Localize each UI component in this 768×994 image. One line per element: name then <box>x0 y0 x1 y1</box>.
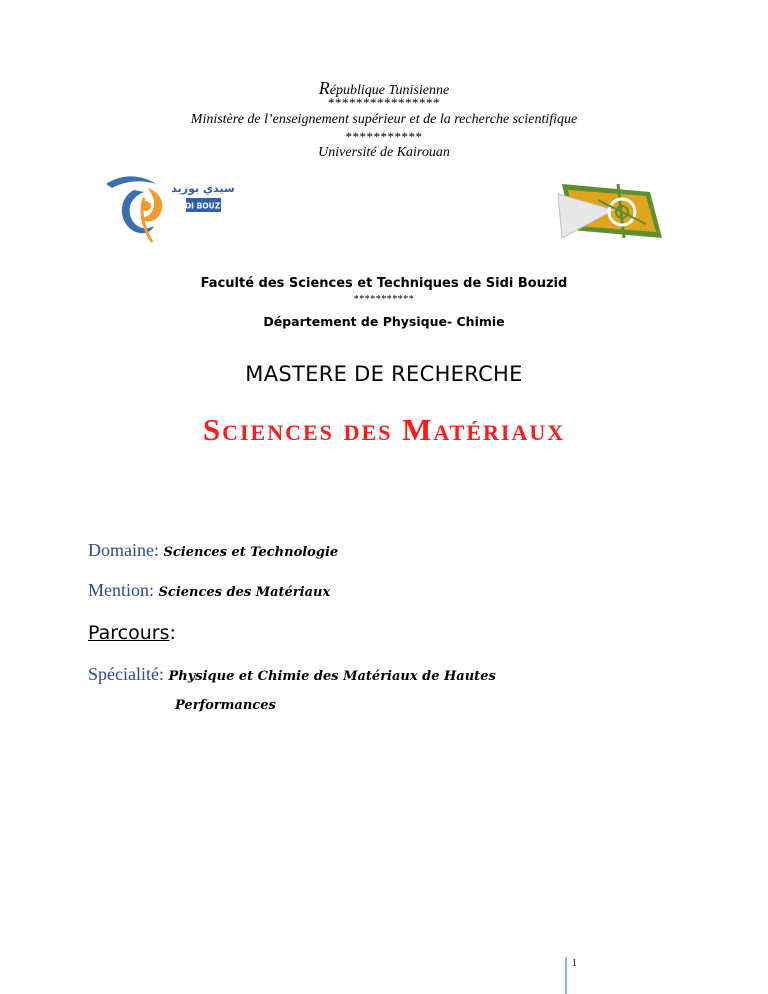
program-title: MASTERE DE RECHERCHE <box>245 362 523 386</box>
main-title: Sciences des Matériaux <box>202 412 566 447</box>
mention-field: Mention: Sciences des Matériaux <box>88 580 331 600</box>
faculty-logo <box>558 180 666 242</box>
mention-value: Sciences des Matériaux <box>158 585 331 600</box>
ministry-line: Ministère de l’enseignement supérieur et de la recherche scientifique <box>190 112 578 127</box>
mention-label: Mention <box>88 580 149 600</box>
domaine-field: Domaine: Sciences et Technologie <box>88 540 339 560</box>
specialite-value: Physique et Chimie des Matériaux de Hautes <box>168 669 496 684</box>
faculty-name: Faculté des Sciences et Techniques de Sidi Bouzid <box>200 276 568 291</box>
republic-line: République Tunisienne <box>318 78 450 98</box>
page-number: 1 <box>572 958 577 969</box>
specialite-value-continued: Performances <box>175 698 276 713</box>
university-line: Université de Kairouan <box>318 145 450 160</box>
sidi-bouzid-arabic: سيدي بوزيد <box>171 182 235 195</box>
specialite-field: Spécialité: Physique et Chimie des Matériaux de Hautes <box>88 664 496 684</box>
domaine-value: Sciences et Technologie <box>163 545 339 560</box>
separator-stars: **************** <box>328 95 440 110</box>
sidi-bouzid-logo <box>104 170 235 244</box>
domaine-label: Domaine <box>88 540 154 560</box>
department-name: Département de Physique- Chimie <box>263 314 505 329</box>
separator-stars: *********** <box>353 294 415 305</box>
sidi-bouzid-label: SIDI BOUZID <box>176 201 230 211</box>
page-number-rule <box>565 957 567 994</box>
specialite-label: Spécialité <box>88 664 159 684</box>
parcours-field: Parcours: <box>88 622 176 644</box>
parcours-label: Parcours <box>88 622 170 644</box>
separator-stars: *********** <box>345 129 423 144</box>
